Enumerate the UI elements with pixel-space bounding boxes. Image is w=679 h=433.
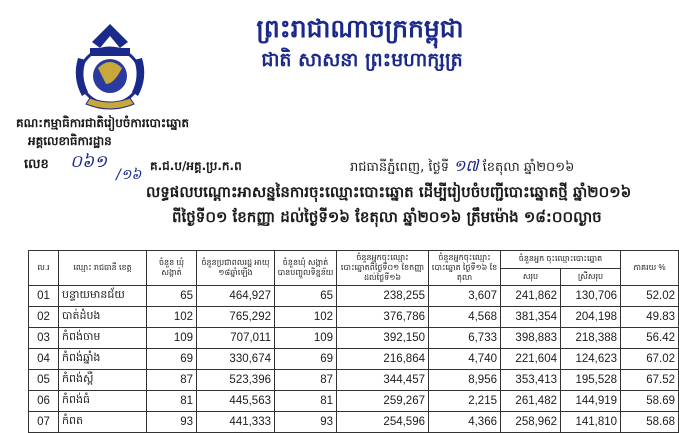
table-row bbox=[29, 391, 679, 412]
row-province-cell: កំពង់ធំ bbox=[59, 391, 147, 412]
subheader-total: សរុប bbox=[501, 268, 561, 286]
header-registered-day: ចំនួនអ្នកចុះឈ្មោះបោះឆ្នោត ថ្ងៃទី១៦ ខែតុលា bbox=[429, 251, 501, 286]
row-percent-cell: 58.68 bbox=[621, 412, 679, 433]
row-registered-day-cell: 4,366 bbox=[429, 412, 501, 433]
row-province-cell: កំពត bbox=[59, 412, 147, 433]
reference-slash-number: /១៦ bbox=[116, 167, 142, 183]
row-communes-cell: 109 bbox=[147, 328, 197, 349]
row-population-cell: 523,396 bbox=[197, 370, 275, 391]
row-communes-cell: 87 bbox=[147, 370, 197, 391]
table-row bbox=[29, 328, 679, 349]
table-header-row bbox=[29, 251, 679, 269]
reference-number: ០៦១ bbox=[70, 152, 107, 172]
row-province-cell: បន្ទាយមានជ័យ bbox=[59, 286, 147, 307]
row-total-cell: 381,354 bbox=[501, 307, 561, 328]
row-communes-cell: 65 bbox=[147, 286, 197, 307]
row-registered-day-cell: 2,215 bbox=[429, 391, 501, 412]
table-row bbox=[29, 307, 679, 328]
row-registered-day-cell: 8,956 bbox=[429, 370, 501, 391]
row-registered-period-cell: 216,864 bbox=[337, 349, 429, 370]
row-female-cell: 204,198 bbox=[561, 307, 621, 328]
row-no-cell: 04 bbox=[29, 349, 59, 370]
row-female-cell: 218,388 bbox=[561, 328, 621, 349]
kingdom-title: ព្រះរាជាណាចក្រកម្ពុជា bbox=[256, 14, 464, 43]
table-row bbox=[29, 412, 679, 433]
row-female-cell: 195,528 bbox=[561, 370, 621, 391]
row-registered-day-cell: 3,607 bbox=[429, 286, 501, 307]
row-communes-entered-cell: 65 bbox=[275, 286, 337, 307]
header-registered-total: ចំនួនអ្នក ចុះឈ្មោះបោះឆ្នោត bbox=[501, 251, 621, 269]
row-registered-day-cell: 4,740 bbox=[429, 349, 501, 370]
row-communes-entered-cell: 69 bbox=[275, 349, 337, 370]
row-no-cell: 03 bbox=[29, 328, 59, 349]
document-heading: លទ្ធផលបណ្ដោះអាសន្ននៃការចុះឈ្មោះបោះឆ្នោត ដើម្បីរៀបចំបញ្ជីបោះឆ្នោតថ្មី ឆ្នាំ២០១៦ bbox=[146, 183, 632, 201]
table-body bbox=[29, 286, 679, 433]
header-no: ល.រ bbox=[29, 251, 59, 286]
row-population-cell: 445,563 bbox=[197, 391, 275, 412]
row-female-cell: 124,623 bbox=[561, 349, 621, 370]
table-row bbox=[29, 370, 679, 391]
row-no-cell: 02 bbox=[29, 307, 59, 328]
row-communes-entered-cell: 93 bbox=[275, 412, 337, 433]
row-registered-period-cell: 344,457 bbox=[337, 370, 429, 391]
header-registered-period: ចំនួនអ្នកចុះឈ្មោះ បោះឆ្នោតពីថ្ងៃទី០១ ខែកញ្ញា ដល់ថ្ងៃទី១៦ bbox=[337, 251, 429, 286]
row-total-cell: 398,883 bbox=[501, 328, 561, 349]
row-female-cell: 141,810 bbox=[561, 412, 621, 433]
row-communes-entered-cell: 109 bbox=[275, 328, 337, 349]
row-communes-entered-cell: 87 bbox=[275, 370, 337, 391]
date-day: ១៧ bbox=[453, 156, 479, 175]
date-prefix: រាជធានីភ្នំពេញ, ថ្ងៃទី bbox=[350, 160, 450, 175]
row-percent-cell: 56.42 bbox=[621, 328, 679, 349]
header-population: ចំនួនប្រជាពលរដ្ឋ អាយុ ១៨ឆ្នាំឡើង bbox=[197, 251, 275, 286]
header-percent: ភាគរយ % bbox=[621, 251, 679, 286]
row-percent-cell: 67.02 bbox=[621, 349, 679, 370]
row-female-cell: 144,919 bbox=[561, 391, 621, 412]
row-communes-entered-cell: 81 bbox=[275, 391, 337, 412]
row-communes-cell: 81 bbox=[147, 391, 197, 412]
row-total-cell: 258,962 bbox=[501, 412, 561, 433]
reference-suffix: គ.ជ.ប/អគ្គ.ប្រ.ក.ព bbox=[150, 159, 242, 173]
row-percent-cell: 67.52 bbox=[621, 370, 679, 391]
reference-label: លេខ bbox=[24, 157, 49, 172]
row-province-cell: បាត់ដំបង bbox=[59, 307, 147, 328]
row-communes-cell: 102 bbox=[147, 307, 197, 328]
row-registered-day-cell: 6,733 bbox=[429, 328, 501, 349]
row-communes-cell: 93 bbox=[147, 412, 197, 433]
row-registered-period-cell: 392,150 bbox=[337, 328, 429, 349]
row-communes-cell: 69 bbox=[147, 349, 197, 370]
table-row bbox=[29, 286, 679, 307]
row-registered-day-cell: 4,568 bbox=[429, 307, 501, 328]
row-registered-period-cell: 254,596 bbox=[337, 412, 429, 433]
row-province-cell: កំពង់ចាម bbox=[59, 328, 147, 349]
organization-name: គណ:កម្មាធិការជាតិរៀបចំការបោះឆ្នោត bbox=[16, 116, 190, 130]
row-registered-period-cell: 259,267 bbox=[337, 391, 429, 412]
row-province-cell: កំពង់ស្ពឺ bbox=[59, 370, 147, 391]
header-communes: ចំនួន ឃុំ សង្កាត់ bbox=[147, 251, 197, 286]
row-total-cell: 353,413 bbox=[501, 370, 561, 391]
row-no-cell: 06 bbox=[29, 391, 59, 412]
row-population-cell: 464,927 bbox=[197, 286, 275, 307]
row-population-cell: 707,011 bbox=[197, 328, 275, 349]
row-population-cell: 330,674 bbox=[197, 349, 275, 370]
row-percent-cell: 52.02 bbox=[621, 286, 679, 307]
row-percent-cell: 49.83 bbox=[621, 307, 679, 328]
row-female-cell: 130,706 bbox=[561, 286, 621, 307]
row-total-cell: 261,482 bbox=[501, 391, 561, 412]
row-population-cell: 441,333 bbox=[197, 412, 275, 433]
date-rest: ខែតុលា ឆ្នាំ២០១៦ bbox=[482, 160, 575, 175]
row-registered-period-cell: 238,255 bbox=[337, 286, 429, 307]
row-population-cell: 765,292 bbox=[197, 307, 275, 328]
row-total-cell: 221,604 bbox=[501, 349, 561, 370]
row-no-cell: 01 bbox=[29, 286, 59, 307]
national-election-committee-emblem-icon bbox=[68, 18, 152, 113]
row-no-cell: 05 bbox=[29, 370, 59, 391]
subheader-female: ស្រីសរុប bbox=[561, 268, 621, 286]
row-registered-period-cell: 376,786 bbox=[337, 307, 429, 328]
national-motto: ជាតិ សាសនា ព្រះមហាក្សត្រ bbox=[261, 49, 463, 71]
header-communes-entered: ចំនួនឃុំ សង្កាត់ បានបញ្ចូលទិន្នន័យ bbox=[275, 251, 337, 286]
organization-department: អគ្គលេខាធិការដ្ឋាន bbox=[28, 134, 112, 148]
row-percent-cell: 58.69 bbox=[621, 391, 679, 412]
row-no-cell: 07 bbox=[29, 412, 59, 433]
row-communes-entered-cell: 102 bbox=[275, 307, 337, 328]
table-row bbox=[29, 349, 679, 370]
row-province-cell: កំពង់ឆ្នាំង bbox=[59, 349, 147, 370]
document-date bbox=[350, 155, 574, 179]
registration-results-table bbox=[28, 250, 679, 433]
document-subheading: ពីថ្ងៃទី០១ ខែកញ្ញា ដល់ថ្ងៃទី១៦ ខែតុលា ឆ្នាំ២០១៦ ត្រឹមម៉ោង ១៨:០០ល្ងាច bbox=[172, 208, 602, 226]
row-total-cell: 241,862 bbox=[501, 286, 561, 307]
header-province: ឈ្មោះ រាជធានី ខេត្ត bbox=[59, 251, 147, 286]
